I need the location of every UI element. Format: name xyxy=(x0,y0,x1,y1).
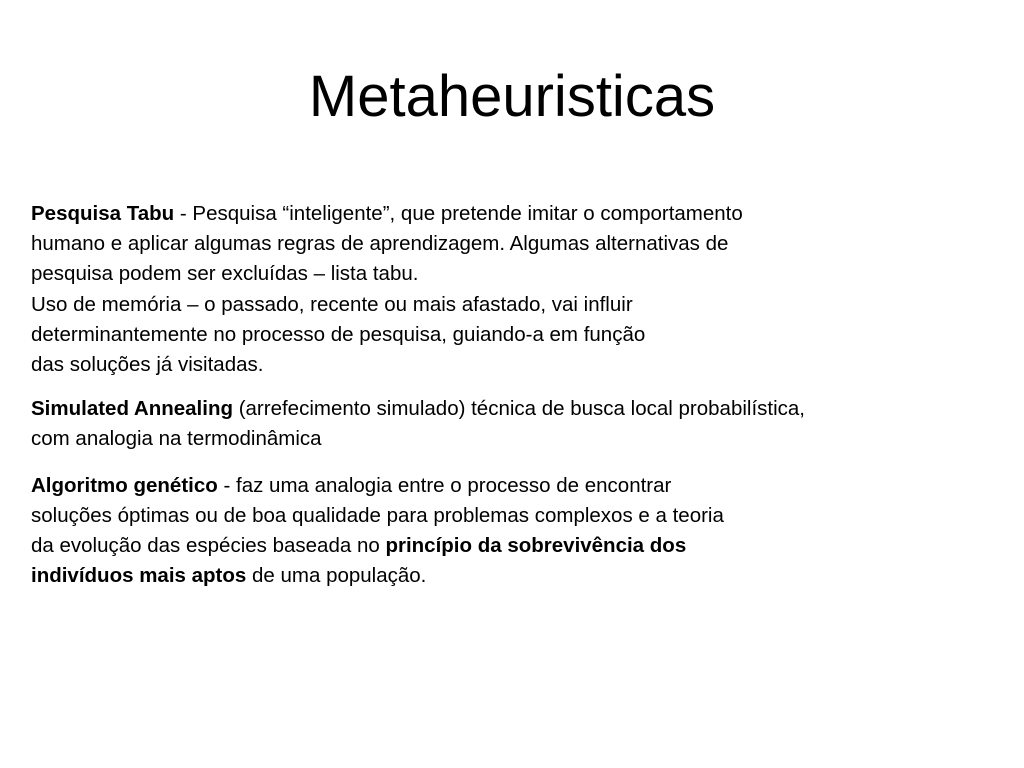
fittest-individuals-bold: indivíduos mais aptos xyxy=(31,564,247,588)
tabu-search-term: Pesquisa Tabu xyxy=(31,202,175,225)
tabu-line-3: pesquisa podem ser excluídas – lista tabu. xyxy=(31,262,419,286)
tabu-line-1 xyxy=(31,199,1021,229)
tabu-line-5: determinantemente no processo de pesquisa, guiando-a em função xyxy=(31,322,646,346)
paragraph-spacer xyxy=(31,380,1021,394)
survival-principle-bold: princípio da sobrevivência dos xyxy=(385,534,687,558)
tabu-line-1-text: - Pesquisa “inteligente”, que pretende imitar o comportamento xyxy=(174,202,743,225)
genetic-line-4 xyxy=(31,561,1021,591)
paragraph-spacer xyxy=(31,455,1021,471)
tabu-line-4: Uso de memória – o passado, recente ou mais afastado, vai influir xyxy=(31,292,633,316)
slide-body xyxy=(31,199,1021,591)
genetic-line-2: soluções óptimas ou de boa qualidade para problemas complexos e a teoria xyxy=(31,503,724,527)
annealing-line-1-text: (arrefecimento simulado) técnica de busca local probabilística, xyxy=(233,397,805,421)
tabu-search-paragraph xyxy=(31,199,1021,380)
tabu-line-2: humano e aplicar algumas regras de aprendizagem. Algumas alternativas de xyxy=(31,232,729,256)
simulated-annealing-term: Simulated Annealing xyxy=(31,397,233,421)
genetic-line-1 xyxy=(31,471,1021,501)
genetic-line-4-text: de uma população. xyxy=(246,564,427,588)
simulated-annealing-paragraph xyxy=(31,394,1021,454)
genetic-algorithm-paragraph xyxy=(31,471,1021,592)
genetic-line-3 xyxy=(31,531,1021,561)
genetic-algorithm-term: Algoritmo genético xyxy=(31,473,218,497)
slide-title: Metaheuristicas xyxy=(308,64,716,129)
genetic-line-3-text: da evolução das espécies baseada no xyxy=(31,534,386,558)
genetic-line-1-text: - faz uma analogia entre o processo de encontrar xyxy=(217,473,672,497)
tabu-line-6: das soluções já visitadas. xyxy=(31,353,264,377)
annealing-line-1 xyxy=(31,394,1021,424)
annealing-line-2: com analogia na termodinâmica xyxy=(31,427,322,451)
